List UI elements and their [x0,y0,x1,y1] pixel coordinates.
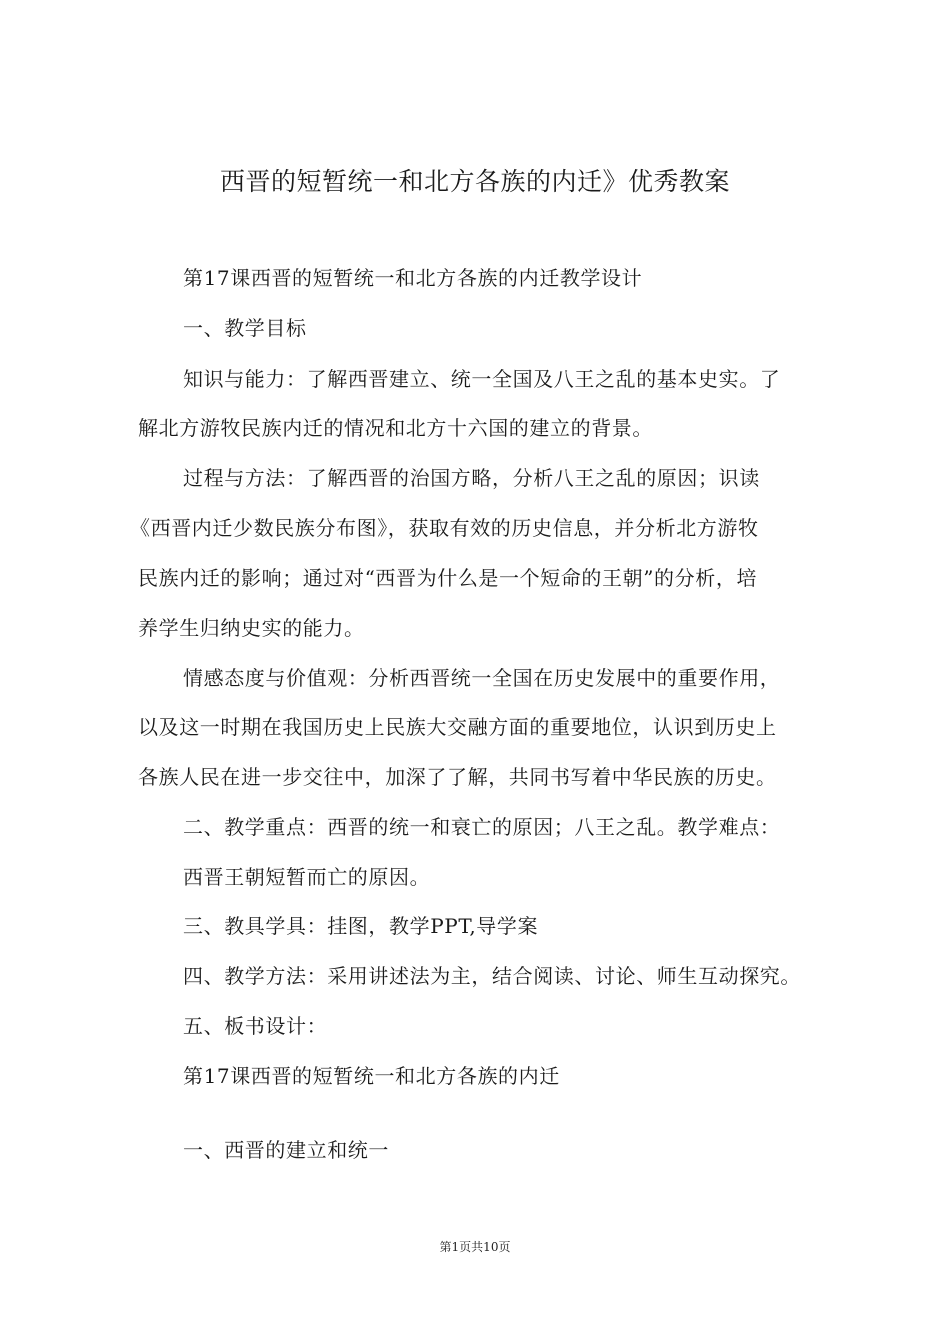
section-heading-objectives: 一、教学目标 [183,316,307,340]
section-heading-methods: 四、教学方法：采用讲述法为主，结合阅读、讨论、师生互动探究。 [183,964,801,988]
board-subheading: 一、西晋的建立和统一 [183,1138,389,1162]
paragraph-line: 民族内迁的影响；通过对“西晋为什么是一个短命的王朝”的分析，培 [138,566,758,590]
paragraph-line: 《西晋内迁少数民族分布图》，获取有效的历史信息，并分析北方游牧 [130,516,759,540]
section-heading-board-design: 五、板书设计： [183,1014,328,1038]
paragraph-line: 知识与能力：了解西晋建立、统一全国及八王之乱的基本史实。了 [183,367,781,391]
paragraph-line: 养学生归纳史实的能力。 [138,616,365,640]
document-title: 西晋的短暂统一和北方各族的内迁》优秀教案 [219,167,730,196]
paragraph-line: 以及这一时期在我国历史上民族大交融方面的重要地位，认识到历史上 [138,715,777,739]
paragraph-line: 情感态度与价值观：分析西晋统一全国在历史发展中的重要作用， [183,666,781,690]
section-heading-key-points: 二、教学重点：西晋的统一和衰亡的原因；八王之乱。教学难点： [183,815,781,839]
paragraph-line: 解北方游牧民族内迁的情况和北方十六国的建立的背景。 [138,416,653,440]
board-lesson-title: 第17课西晋的短暂统一和北方各族的内迁 [183,1064,560,1088]
page-footer: 第1页共10页 [439,1240,511,1254]
lesson-heading: 第17课西晋的短暂统一和北方各族的内迁教学设计 [183,266,643,290]
section-heading-materials: 三、教具学具：挂图，教学PPT,导学案 [183,914,539,938]
paragraph-line: 过程与方法：了解西晋的治国方略，分析八王之乱的原因；识读 [183,466,760,490]
paragraph-line: 西晋王朝短暂而亡的原因。 [183,865,431,889]
paragraph-line: 各族人民在进一步交往中，加深了了解，共同书写着中华民族的历史。 [138,765,777,789]
